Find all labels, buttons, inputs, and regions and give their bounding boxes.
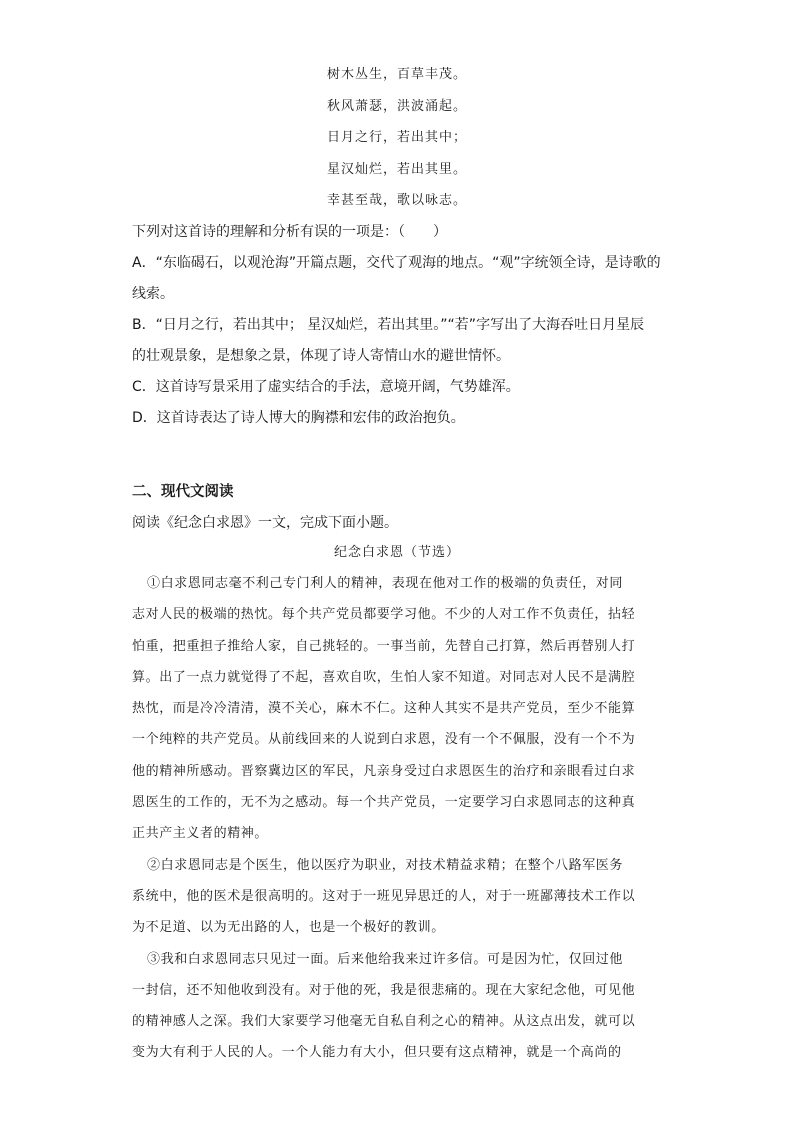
- article-line: ①白求恩同志毫不利己专门利人的精神，表现在他对工作的极端的负责任，对同: [147, 576, 624, 591]
- poem-line: 日月之行，若出其中；: [327, 130, 468, 145]
- article-line: 为不足道、以为无出路的人，也是一个极好的教训。: [132, 920, 445, 936]
- option-d: D．这首诗表达了诗人博大的胸襟和宏伟的政治抱负。: [132, 410, 465, 426]
- article-line: 系统中，他的医术是很高明的。这对于一班见异思迁的人，对于一班鄙薄技术工作以: [132, 888, 636, 904]
- question-stem: 下列对这首诗的理解和分析有误的一项是：（ ）: [132, 224, 447, 240]
- article-line: 变为大有利于人民的人。一个人能力有大小，但只要有这点精神，就是一个高尚的: [132, 1045, 622, 1061]
- option-a-line: A．“东临碣石，以观沧海”开篇点题，交代了观海的地点。“观”字统领全诗，是诗歌的: [132, 255, 661, 271]
- article-line: 一个纯粹的共产党员。从前线回来的人说到白求恩，没有一个不佩服，没有一个不为: [132, 732, 636, 748]
- article-line: 恩医生的工作的，无不为之感动。每一个共产党员，一定要学习白求恩同志的这种真: [132, 795, 636, 811]
- reading-instruction: 阅读《纪念白求恩》一文，完成下面小题。: [132, 515, 398, 531]
- option-b-line: 的壮观景象，是想象之景，体现了诗人寄情山水的避世情怀。: [132, 348, 510, 364]
- option-b-line: B．“日月之行，若出其中； 星汉灿烂，若出其里。”“若”字写出了大海吞吐日月星辰: [132, 317, 645, 333]
- poem-line: 树木丛生，百草丰茂。: [327, 67, 468, 82]
- article-title: 纪念白求恩（节选）: [333, 545, 460, 560]
- poem-line: 秋风萧瑟，洪波涌起。: [327, 98, 468, 114]
- article-line: 怕重，把重担子推给人家，自己挑轻的。一事当前，先替自己打算，然后再替别人打: [132, 638, 636, 654]
- question-block: [132, 219, 672, 436]
- poem-block: [327, 64, 587, 222]
- article-body: [132, 571, 668, 1072]
- article-line: ②白求恩同志是个医生，他以医疗为职业，对技术精益求精；在整个八路军医务: [147, 857, 624, 873]
- article-line: 正共产主义者的精神。: [132, 826, 269, 842]
- article-line: ③我和白求恩同志只见过一面。后来他给我来过许多信。可是因为忙，仅回过他: [147, 951, 624, 967]
- option-a-line: 线索。: [132, 286, 174, 302]
- article-line: 热忱，而是冷冷清清，漠不关心，麻木不仁。这种人其实不是共产党员，至少不能算: [132, 701, 636, 717]
- poem-line: 星汉灿烂，若出其里。: [327, 161, 468, 177]
- option-c: C．这首诗写景采用了虚实结合的手法，意境开阔，气势雄浑。: [132, 379, 520, 395]
- article-line: 志对人民的极端的热忱。每个共产党员都要学习他。不少的人对工作不负责任，拈轻: [132, 607, 636, 623]
- article-line: 他的精神所感动。晋察冀边区的军民，凡亲身受过白求恩医生的治疗和亲眼看过白求: [132, 763, 636, 779]
- poem-line: 幸甚至哉，歌以咏志。: [327, 193, 468, 208]
- article-line: 的精神感人之深。我们大家要学习他毫无自私自利之心的精神。从这点出发，就可以: [132, 1014, 636, 1030]
- article-line: 一封信，还不知他收到没有。对于他的死，我是很悲痛的。现在大家纪念他，可见他: [132, 982, 636, 998]
- section-heading: 二、现代文阅读: [132, 484, 234, 500]
- article-line: 算。出了一点力就觉得了不起，喜欢自吹，生怕人家不知道。对同志对人民不是满腔: [132, 669, 636, 685]
